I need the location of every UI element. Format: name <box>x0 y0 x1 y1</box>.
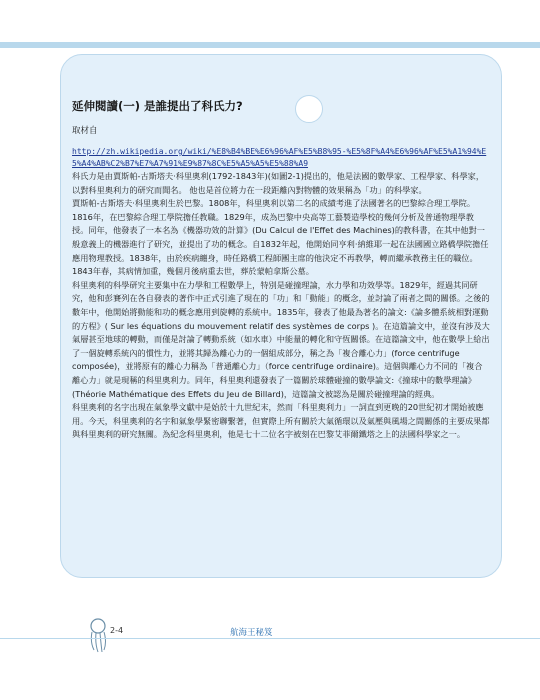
section-title: 延伸閱讀(一) 是誰提出了科氏力? <box>72 99 243 113</box>
header-rule <box>0 42 540 48</box>
page-number: 2-4 <box>110 626 124 635</box>
octopus-logo-icon <box>86 616 110 656</box>
paragraph: 科里奧利的名字出現在氣象學文獻中是始於十九世紀末，然而「科里奧利力」一詞直到更晚的20世紀初才開始被應用。今天，科里奧利的名字和氣象學緊密聯繫著，但實際上所有關於大氣循環以及氣壓與風場之間關係的主要成果都與科里奧利的研究無關。為紀念科里奧利，他是七十二位名字被刻在巴黎艾菲爾鐵塔之上的法國科學家之一。 <box>72 402 490 440</box>
page-footer <box>0 606 540 666</box>
paragraph: 賈斯帕-古斯塔夫·科里奧利生於巴黎。1808年，科里奧利以第二名的成績考進了法國著名的巴黎綜合理工學院。1816年，在巴黎綜合理工學院擔任教職。1829年，成為巴黎中央高等工藝製造學校的幾何分析及普通物理學教授。同年，他發表了一本名為《機器功效的計算》(Du Calcul de l'Effet des Machines)的教科書，在其中他對一般意義上的機器進行了研究，並提出了功的概念。自1832年起，他開始同亨利·納維耶一起在法國國立路橋學院擔任應用物理教授。1838年，由於疾病纏身，時任路橋工程師團主席的他決定不再教學，轉而繼承教務主任的職位。1843年春，其病情加重，幾個月後病重去世，葬於蒙帕拿斯公墓。 <box>72 198 489 277</box>
source-label: 取材自 <box>72 126 98 136</box>
source-link[interactable]: http://zh.wikipedia.org/wiki/%E8%B4%BE%E6%96%AF%E5%B8%95-%E5%8F%A4%E6%96%AF%E5%A1%94%E5%A4%AB%C2%B7%E7%A7%91%E9%87%8C%E5%A5%A5%E5%88%A9 <box>72 147 487 168</box>
footer-rule <box>0 638 540 639</box>
paragraph: 科里奧利的科學研究主要集中在力學和工程數學上，特別是碰撞理論，水力學和功效學等。1829年，經過其同研究，他和彭賽列在各自發表的著作中正式引進了現在的「功」和「動能」的概念，並討論了兩者之間的關係。之後的數年中，他開始將動能和功的概念應用到旋轉的系統中。1835年，發表了他最為著名的論文:《論多體系統相對運動的方程》( Sur les équations du mouvement relatif des systèmes de corps )。在這篇論文中，並沒有涉及大氣層甚至地球的轉動，而僅是討論了轉動系統（如水車）中能量的轉化和守恆關係。在這篇論文中，他在數學上給出了一個旋轉系統內的慣性力，並將其歸為離心力的一個組成部分，稱之為「複合離心力」(force centrifuge composée)，並將原有的離心力稱為「普通離心力」（force centrifuge ordinaire)。這個與離心力不同的「複合離心力」就是現稱的科里奧利力。同年，科里奧利還發表了一篇關於球體碰撞的數學論文:《撞球中的數學理論》(Théorie Mathématique des Effets du Jeu de Billard)，這篇論文被認為是關於碰撞理論的經典。 <box>72 279 490 399</box>
book-title: 航海王秘笈 <box>230 628 273 638</box>
paragraph: 科氏力是由賈斯帕-古斯塔夫·科里奧利(1792-1843年)(如圖2-1)提出的，他是法國的數學家、工程學家、科學家，以對科里奧利力的研究而聞名。 他也是首位將力在一段距離內對物體的效果稱為「功」的科學家。 <box>72 171 485 195</box>
article-body <box>72 170 490 442</box>
